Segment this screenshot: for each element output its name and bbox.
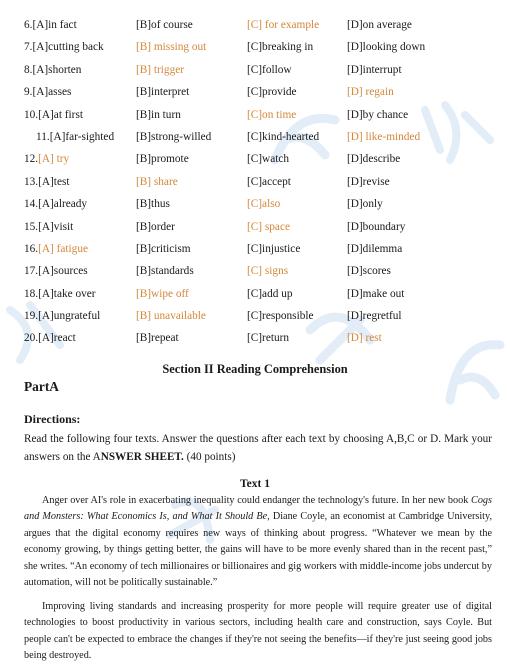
option-text: [C] for example <box>247 19 320 31</box>
paragraph-2: Improving living standards and increasing prosperity for more people will require greater use of digital technologies to boost productivity in various sectors, including health care and construction, says Coyle. But people can't be expected to embrace the changes if they're not seeing the benefits—if they're just seeing good jobs being destroyed. <box>24 601 492 662</box>
option-text: [B]of course <box>136 19 193 31</box>
option-b <box>136 59 184 81</box>
option-c <box>247 193 280 215</box>
question-number: 8. <box>24 63 33 76</box>
option-text: [C]also <box>247 198 281 211</box>
option-c <box>247 126 319 148</box>
option-d <box>347 260 391 282</box>
option-text: [B]thus <box>136 198 170 211</box>
option-text: [C]add up <box>247 287 293 300</box>
option-text: [B]interpret <box>136 86 190 99</box>
option-text: [A]at first <box>38 108 83 121</box>
answer-row <box>18 148 498 170</box>
part-label: PartA <box>24 379 59 394</box>
option-a <box>24 148 69 170</box>
option-a <box>36 126 114 148</box>
option-d <box>347 193 383 215</box>
option-b <box>136 238 191 260</box>
question-number: 10. <box>24 108 39 121</box>
answer-row <box>18 216 498 238</box>
option-text: [D] like-minded <box>347 130 421 143</box>
option-c <box>247 238 300 260</box>
question-number: 14. <box>24 198 39 211</box>
option-text: [A]test <box>38 175 70 188</box>
option-text: [B] unavailable <box>136 310 206 323</box>
option-text: [A]shorten <box>32 63 82 76</box>
option-text: [D]describe <box>347 153 401 166</box>
answer-row <box>18 81 498 103</box>
option-text: [B]repeat <box>136 332 179 345</box>
option-text: [D] rest <box>347 332 382 345</box>
directions-text: Read the following four texts. Answer the questions after each text by choosing A,B,C or D. Mark your answers on the ANSWER SHEET. (40 points) <box>24 433 492 463</box>
option-b <box>136 305 206 327</box>
option-text: [C]kind-hearted <box>247 130 320 143</box>
question-number: 19. <box>24 310 39 323</box>
option-b <box>136 193 170 215</box>
question-number: 6. <box>24 19 33 31</box>
answer-row <box>18 238 498 260</box>
answer-row <box>18 305 498 327</box>
option-a <box>24 283 96 305</box>
option-a <box>24 193 87 215</box>
option-text: [B] trigger <box>136 63 184 76</box>
option-text: [A]sources <box>38 265 88 278</box>
option-c <box>247 36 313 58</box>
option-b <box>136 36 206 58</box>
question-number: 18. <box>24 287 39 300</box>
option-text: [C]follow <box>247 63 292 76</box>
option-d <box>347 327 382 349</box>
answer-row <box>18 36 498 58</box>
option-d <box>347 104 408 126</box>
option-a <box>24 238 88 260</box>
option-b <box>136 171 178 193</box>
option-c <box>247 59 292 81</box>
option-d <box>347 305 402 327</box>
option-text: [B]in turn <box>136 108 181 121</box>
option-c <box>247 81 297 103</box>
book-title: Cogs and Monsters: What Economics Is, and What It Should Be, <box>24 495 492 523</box>
option-text: [D]interrupt <box>347 63 402 76</box>
option-d <box>347 283 404 305</box>
answer-row <box>18 260 498 282</box>
option-text: [C] space <box>247 220 290 233</box>
option-d <box>347 216 405 238</box>
option-text: [A] try <box>38 153 70 166</box>
option-text: [C]return <box>247 332 290 345</box>
option-d <box>347 81 394 103</box>
answer-row <box>18 283 498 305</box>
option-text: [A]already <box>38 198 88 211</box>
question-number: 20. <box>24 332 39 345</box>
option-c <box>247 104 296 126</box>
answer-row <box>18 59 498 81</box>
option-c <box>247 148 289 170</box>
option-a <box>24 305 100 327</box>
option-text: [C]breaking in <box>247 41 314 54</box>
option-a <box>24 327 76 349</box>
option-a <box>24 81 71 103</box>
option-text: [A]in fact <box>32 19 77 31</box>
option-text: [C]injustice <box>247 242 301 255</box>
option-a <box>24 104 83 126</box>
option-c <box>247 216 290 238</box>
option-text: [A]react <box>38 332 76 345</box>
option-c <box>247 327 289 349</box>
option-text: [A]cutting back <box>32 41 104 54</box>
answer-row <box>18 193 498 215</box>
question-number: 16. <box>24 242 39 255</box>
option-text: [D] regain <box>347 86 394 99</box>
option-text: [D]scores <box>347 265 391 278</box>
option-a <box>24 260 88 282</box>
option-a <box>24 14 77 36</box>
option-d <box>347 14 412 36</box>
option-b <box>136 148 189 170</box>
option-d <box>347 148 400 170</box>
question-number: 9. <box>24 86 33 99</box>
option-text: [D]by chance <box>347 108 409 121</box>
option-text: [A]asses <box>32 86 72 99</box>
option-text: [D]looking down <box>347 41 426 54</box>
question-number: 13. <box>24 175 39 188</box>
option-text: [A]visit <box>38 220 74 233</box>
option-c <box>247 305 314 327</box>
option-text: [C] signs <box>247 265 289 278</box>
option-b <box>136 104 181 126</box>
option-b <box>136 81 189 103</box>
answer-row <box>18 171 498 193</box>
option-a <box>24 36 104 58</box>
option-text: [C]accept <box>247 175 291 188</box>
paragraph-1: Anger over AI's role in exacerbating inequality could endanger the technology's future. In her new book Cogs and Monsters: What Economics Is, and What It Should Be, Diane Coyle, an economist at Cambridge University, argues that the digital economy requires new ways of thinking about progress. “Whatever we mean by the economy growing, by things getting better, the gains will have to be more evenly shared than in the recent past,” she writes. “An economy of tech millionaires or billionaires and gig workers with middle-income jobs undercut by automation, will not be politically sustainable.” <box>24 495 492 589</box>
option-text: [B]promote <box>136 153 189 166</box>
answer-row <box>18 14 498 36</box>
option-text: [C]responsible <box>247 310 314 323</box>
option-text: [B] missing out <box>136 41 207 54</box>
option-text: [B]criticism <box>136 242 191 255</box>
option-a <box>24 171 70 193</box>
option-text: [A]far-sighted <box>49 130 115 143</box>
option-text: [C]watch <box>247 153 290 166</box>
directions-heading: Directions: <box>24 412 81 426</box>
option-text: [B]standards <box>136 265 194 278</box>
option-text: [A] fatigue <box>38 242 88 255</box>
option-text: [B]wipe off <box>136 287 189 300</box>
option-text: [D]regretful <box>347 310 402 323</box>
answer-options-table <box>18 14 498 350</box>
option-b <box>136 14 193 36</box>
option-a <box>24 216 73 238</box>
text-title: Text 1 <box>240 478 270 490</box>
option-d <box>347 171 390 193</box>
option-text: [D]make out <box>347 287 405 300</box>
option-b <box>136 260 194 282</box>
option-a <box>24 59 81 81</box>
option-text: [D]only <box>347 198 383 211</box>
option-c <box>247 14 319 36</box>
option-text: [D]dilemma <box>347 242 403 255</box>
question-number: 15. <box>24 220 39 233</box>
option-d <box>347 59 402 81</box>
option-c <box>247 171 291 193</box>
option-text: [D]on average <box>347 19 412 31</box>
question-number: 11. <box>36 130 50 143</box>
answer-row <box>18 327 498 349</box>
option-text: [B] share <box>136 175 178 188</box>
option-text: [B]order <box>136 220 175 233</box>
option-text: [B]strong-willed <box>136 130 212 143</box>
option-b <box>136 216 175 238</box>
option-c <box>247 283 293 305</box>
question-number: 17. <box>24 265 39 278</box>
option-d <box>347 238 402 260</box>
option-d <box>347 36 425 58</box>
section-title: Section II Reading Comprehension <box>162 362 348 376</box>
option-c <box>247 260 288 282</box>
option-b <box>136 126 211 148</box>
option-text: [A]ungrateful <box>38 310 101 323</box>
option-b <box>136 283 189 305</box>
question-number: 7. <box>24 41 33 54</box>
option-text: [D]boundary <box>347 220 406 233</box>
answer-row <box>18 104 498 126</box>
option-text: [A]take over <box>38 287 96 300</box>
option-d <box>347 126 420 148</box>
option-text: [C]provide <box>247 86 297 99</box>
option-text: [D]revise <box>347 175 390 188</box>
option-b <box>136 327 179 349</box>
option-text: [C]on time <box>247 108 297 121</box>
answer-row <box>18 126 498 148</box>
question-number: 12. <box>24 153 39 166</box>
